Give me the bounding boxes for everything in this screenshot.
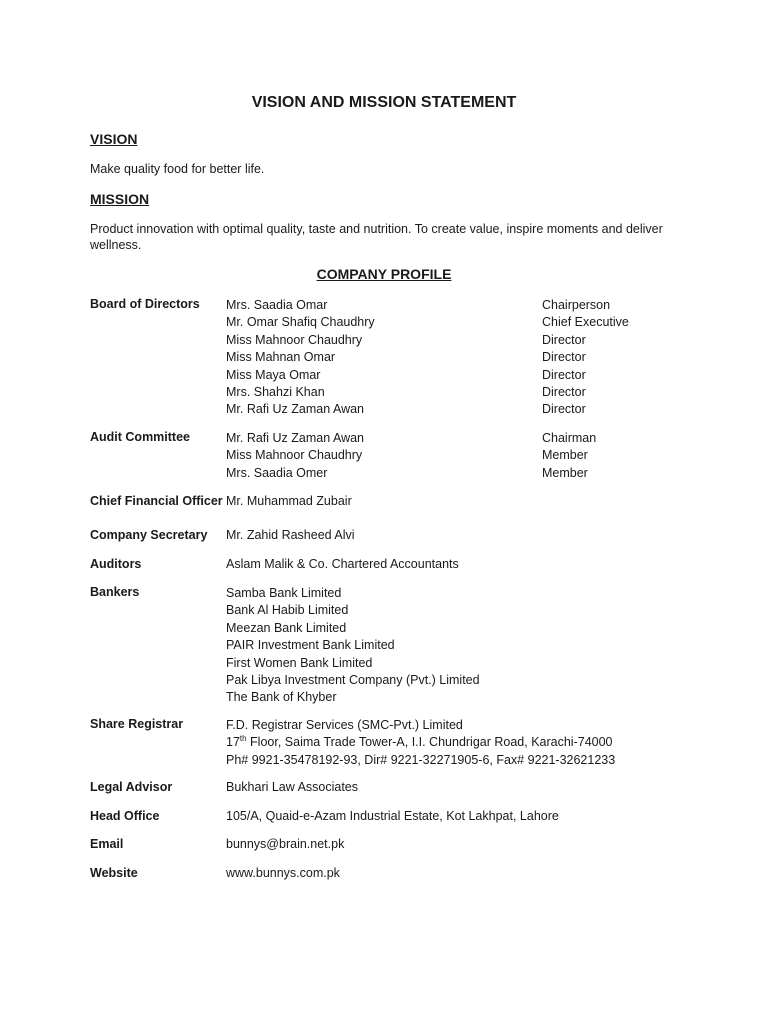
- audit-label: Audit Committee: [90, 430, 190, 444]
- board-member-role: Chief Executive: [542, 315, 629, 330]
- banker-item: Meezan Bank Limited: [226, 620, 347, 635]
- vision-text: Make quality food for better life.: [90, 162, 265, 176]
- board-member-name: Miss Maya Omar: [226, 367, 321, 382]
- board-member-name: Miss Mahnoor Chaudhry: [226, 332, 363, 347]
- audit-member-name: Miss Mahnoor Chaudhry: [226, 448, 363, 463]
- board-member-role: Director: [542, 384, 586, 399]
- board-member-name: Mr. Omar Shafiq Chaudhry: [226, 315, 375, 330]
- cfo-value: Mr. Muhammad Zubair: [226, 494, 352, 508]
- board-member-name: Miss Mahnan Omar: [226, 350, 336, 365]
- company-profile-heading: COMPANY PROFILE: [316, 266, 452, 282]
- vision-heading: VISION: [90, 131, 138, 147]
- website-value[interactable]: www.bunnys.com.pk: [226, 866, 340, 880]
- legal-value: Bukhari Law Associates: [226, 780, 359, 794]
- board-member-role: Director: [542, 367, 586, 382]
- audit-member-name: Mr. Rafi Uz Zaman Awan: [226, 431, 365, 445]
- audit-names: [226, 430, 364, 482]
- registrar-floor-suffix: th: [239, 734, 247, 744]
- board-names: [226, 297, 375, 419]
- auditors-value: Aslam Malik & Co. Chartered Accountants: [226, 557, 459, 571]
- banker-item: First Women Bank Limited: [226, 655, 373, 670]
- audit-member-name: Mrs. Saadia Omer: [226, 465, 328, 480]
- banker-item: Pak Libya Investment Company (Pvt.) Limited: [226, 672, 480, 687]
- secretary-value: Mr. Zahid Rasheed Alvi: [226, 528, 355, 542]
- mission-text-line-2: wellness.: [90, 238, 142, 252]
- bankers-label: Bankers: [90, 585, 140, 599]
- banker-item: The Bank of Khyber: [226, 690, 337, 705]
- board-member-name: Mrs. Shahzi Khan: [226, 384, 325, 399]
- head-office-label: Head Office: [90, 809, 160, 823]
- bankers-list: [226, 585, 480, 707]
- registrar-phones: Ph# 9921-35478192-93, Dir# 9221-32271905-6, Fax# 9221-32621233: [226, 752, 616, 767]
- board-member-role: Director: [542, 402, 586, 417]
- email-label: Email: [90, 837, 124, 851]
- page-title: VISION AND MISSION STATEMENT: [251, 94, 517, 111]
- mission-heading: MISSION: [90, 191, 150, 207]
- auditors-label: Auditors: [90, 557, 142, 571]
- board-member-name: Mr. Rafi Uz Zaman Awan: [226, 402, 365, 417]
- audit-roles: [542, 430, 596, 482]
- email-value[interactable]: bunnys@brain.net.pk: [226, 837, 345, 851]
- audit-member-role: Member: [542, 465, 588, 480]
- board-member-role: Director: [542, 332, 586, 347]
- website-label: Website: [90, 866, 138, 880]
- registrar-address-rest: Floor, Saima Trade Tower-A, I.I. Chundrigar Road, Karachi-74000: [246, 735, 613, 750]
- registrar-address: [226, 734, 615, 751]
- secretary-label: Company Secretary: [90, 528, 208, 542]
- legal-label: Legal Advisor: [90, 780, 173, 794]
- cfo-label: Chief Financial Officer: [90, 494, 223, 508]
- board-roles: [542, 297, 629, 419]
- registrar-floor-number: 17: [226, 735, 240, 750]
- board-member-role: Chairperson: [542, 298, 611, 312]
- banker-item: Bank Al Habib Limited: [226, 603, 349, 618]
- registrar-name: F.D. Registrar Services (SMC-Pvt.) Limited: [226, 718, 463, 732]
- banker-item: Samba Bank Limited: [226, 586, 342, 600]
- board-member-name: Mrs. Saadia Omar: [226, 298, 328, 312]
- banker-item: PAIR Investment Bank Limited: [226, 638, 395, 653]
- audit-member-role: Member: [542, 448, 588, 463]
- mission-text-line-1: Product innovation with optimal quality, taste and nutrition. To create value, inspire moments and deliver: [90, 222, 663, 236]
- head-office-value: 105/A, Quaid-e-Azam Industrial Estate, Kot Lakhpat, Lahore: [226, 809, 559, 823]
- audit-member-role: Chairman: [542, 431, 597, 445]
- registrar-label: Share Registrar: [90, 717, 184, 731]
- registrar-details: [226, 717, 615, 769]
- board-label: Board of Directors: [90, 297, 200, 311]
- board-member-role: Director: [542, 350, 586, 365]
